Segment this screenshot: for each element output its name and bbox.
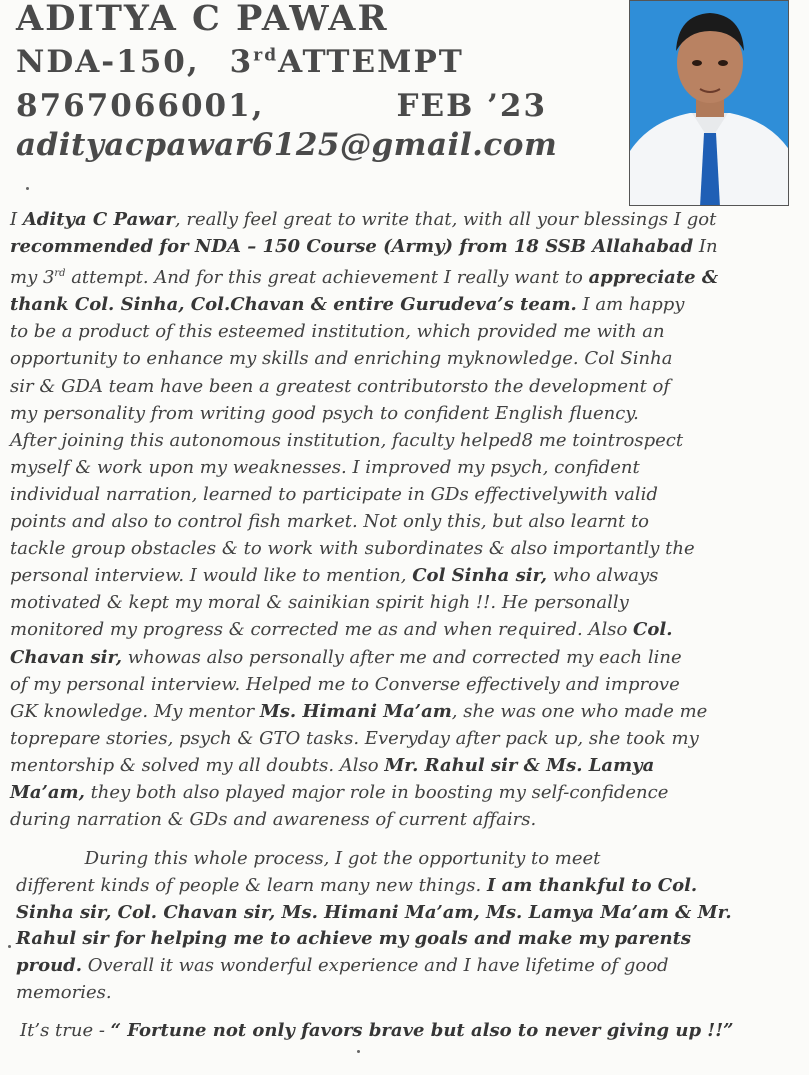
text-line [10,318,800,345]
text-run: whowas also personally after me and corrected my each line [121,646,682,668]
text-run: sir & GDA team have been a greatest contributorsto the development of [10,375,671,397]
candidate-photo [629,0,789,206]
text-line [10,562,800,589]
text-line [10,725,800,752]
text-line [10,400,800,427]
text-run: they both also played major role in boosting my self-confidence [84,781,669,803]
text-line [10,206,800,233]
closing-quote-line [20,1020,733,1041]
text-run: , really feel great to write that, with all your blessings I got [174,209,717,230]
text-line [10,260,800,291]
text-run: my personality from writing good psych to confident English fluency. [10,402,639,424]
text-run: mentorship & solved my all doubts. Also [10,754,385,776]
text-run: memories. [16,981,112,1003]
bold-text-run: recommended for NDA – 150 Course (Army) from 18 SSB Allahabad [10,236,694,258]
bold-text-run: Chavan sir, [10,646,122,668]
text-run: personal interview. I would like to mention, [10,565,413,587]
date: FEB ’23 [396,88,548,124]
text-line [10,427,800,454]
text-line [10,454,800,481]
text-line [10,806,800,833]
closing-prefix: It’s true - [20,1020,111,1041]
speck [357,1050,360,1053]
text-line [10,779,800,806]
testimonial-paragraph-2 [16,846,796,1007]
text-run: myself & work upon my weaknesses. I improved my psych, confident [10,456,640,478]
phone-number: 8767066001, [16,88,265,124]
text-run: I am happy [576,294,685,316]
superscript: rd [54,268,66,280]
phone-date-line [16,88,547,124]
text-run: After joining this autonomous institution, faculty helped8 me tointrospect [10,429,684,451]
text-line [10,345,800,372]
bold-text-run: Ma’am, [10,781,85,803]
text-run: individual narration, learned to participate in GDs effectivelywith valid [10,483,658,505]
text-run: during narration & GDs and awareness of current affairs. [10,809,537,831]
text-line [10,508,800,535]
text-run: In [693,236,718,258]
bold-text-run: Col. [633,619,673,641]
text-run: Overall it was wonderful experience and I have lifetime of good [82,955,669,977]
bold-text-run: Col Sinha sir, [412,565,548,587]
text-run: toprepare stories, psych & GTO tasks. Everyday after pack up, she took my [10,727,699,749]
text-line [10,671,800,698]
closing-quote: “ Fortune not only favors brave but also to never giving up !!” [110,1020,734,1041]
text-line [16,980,796,1007]
testimonial-paragraph-1 [10,206,800,833]
text-run: GK knowledge. My mentor [10,700,260,722]
text-run: to be a product of this esteemed institution, which provided me with an [10,321,665,343]
course-attempt-line [16,44,464,80]
text-run: of my personal interview. Helped me to Converse effectively and improve [10,673,680,695]
text-run: attempt. And for this great achievement I really want to [65,267,589,289]
bold-text-run: proud. [16,955,83,977]
text-line [16,953,796,980]
bold-text-run: Mr. Rahul sir & Ms. Lamya [384,754,655,776]
speck [26,187,29,190]
text-run: opportunity to enhance my skills and enriching myknowledge. Col Sinha [10,348,673,370]
attempt-number: 3 [229,44,254,80]
text-line [10,291,800,318]
course-code: NDA-150, [16,44,200,80]
bold-text-run: I am thankful to Col. [486,874,698,896]
bold-text-run: Aditya C Pawar [22,209,175,230]
text-line [10,373,800,400]
text-line [16,900,796,927]
text-line [10,481,800,508]
attempt-suffix: rd [253,45,279,66]
text-run: tackle group obstacles & to work with subordinates & also importantly the [10,538,695,560]
bold-text-run: Rahul sir for helping me to achieve my goals and make my parents [16,928,692,950]
speck [8,945,11,948]
text-line [16,873,796,900]
text-line [16,846,796,873]
text-line [16,926,796,953]
text-run: During this whole process, I got the opportunity to meet [16,848,601,869]
bold-text-run: appreciate & [588,267,719,289]
text-run: I [10,209,23,230]
attempt-word: ATTEMPT [278,44,464,80]
text-line [10,535,800,562]
text-line [10,752,800,779]
bold-text-run: thank Col. Sinha, Col.Chavan & entire Gurudeva’s team. [10,294,577,316]
text-run: who always [547,565,659,587]
text-line [10,616,800,643]
text-run: points and also to control fish market. Not only this, but also learnt to [10,511,650,533]
email: adityacpawar6125@gmail.com [16,127,558,163]
text-run: monitored my progress & corrected me as and when required. Also [10,619,634,641]
text-line [10,698,800,725]
bold-text-run: Ms. Himani Ma’am [259,700,452,722]
text-run: , she was one who made me [451,700,708,722]
text-run: my 3 [10,267,55,289]
text-run: motivated & kept my moral & sainikian spirit high !!. He personally [10,592,629,614]
bold-text-run: Sinha sir, Col. Chavan sir, Ms. Himani Ma’am, Ms. Lamya Ma’am & Mr. [16,901,732,923]
candidate-name: ADITYA C PAWAR [16,0,389,39]
text-line [10,233,800,260]
text-run: different kinds of people & learn many new things. [16,874,487,896]
text-line [10,589,800,616]
text-line [10,644,800,671]
